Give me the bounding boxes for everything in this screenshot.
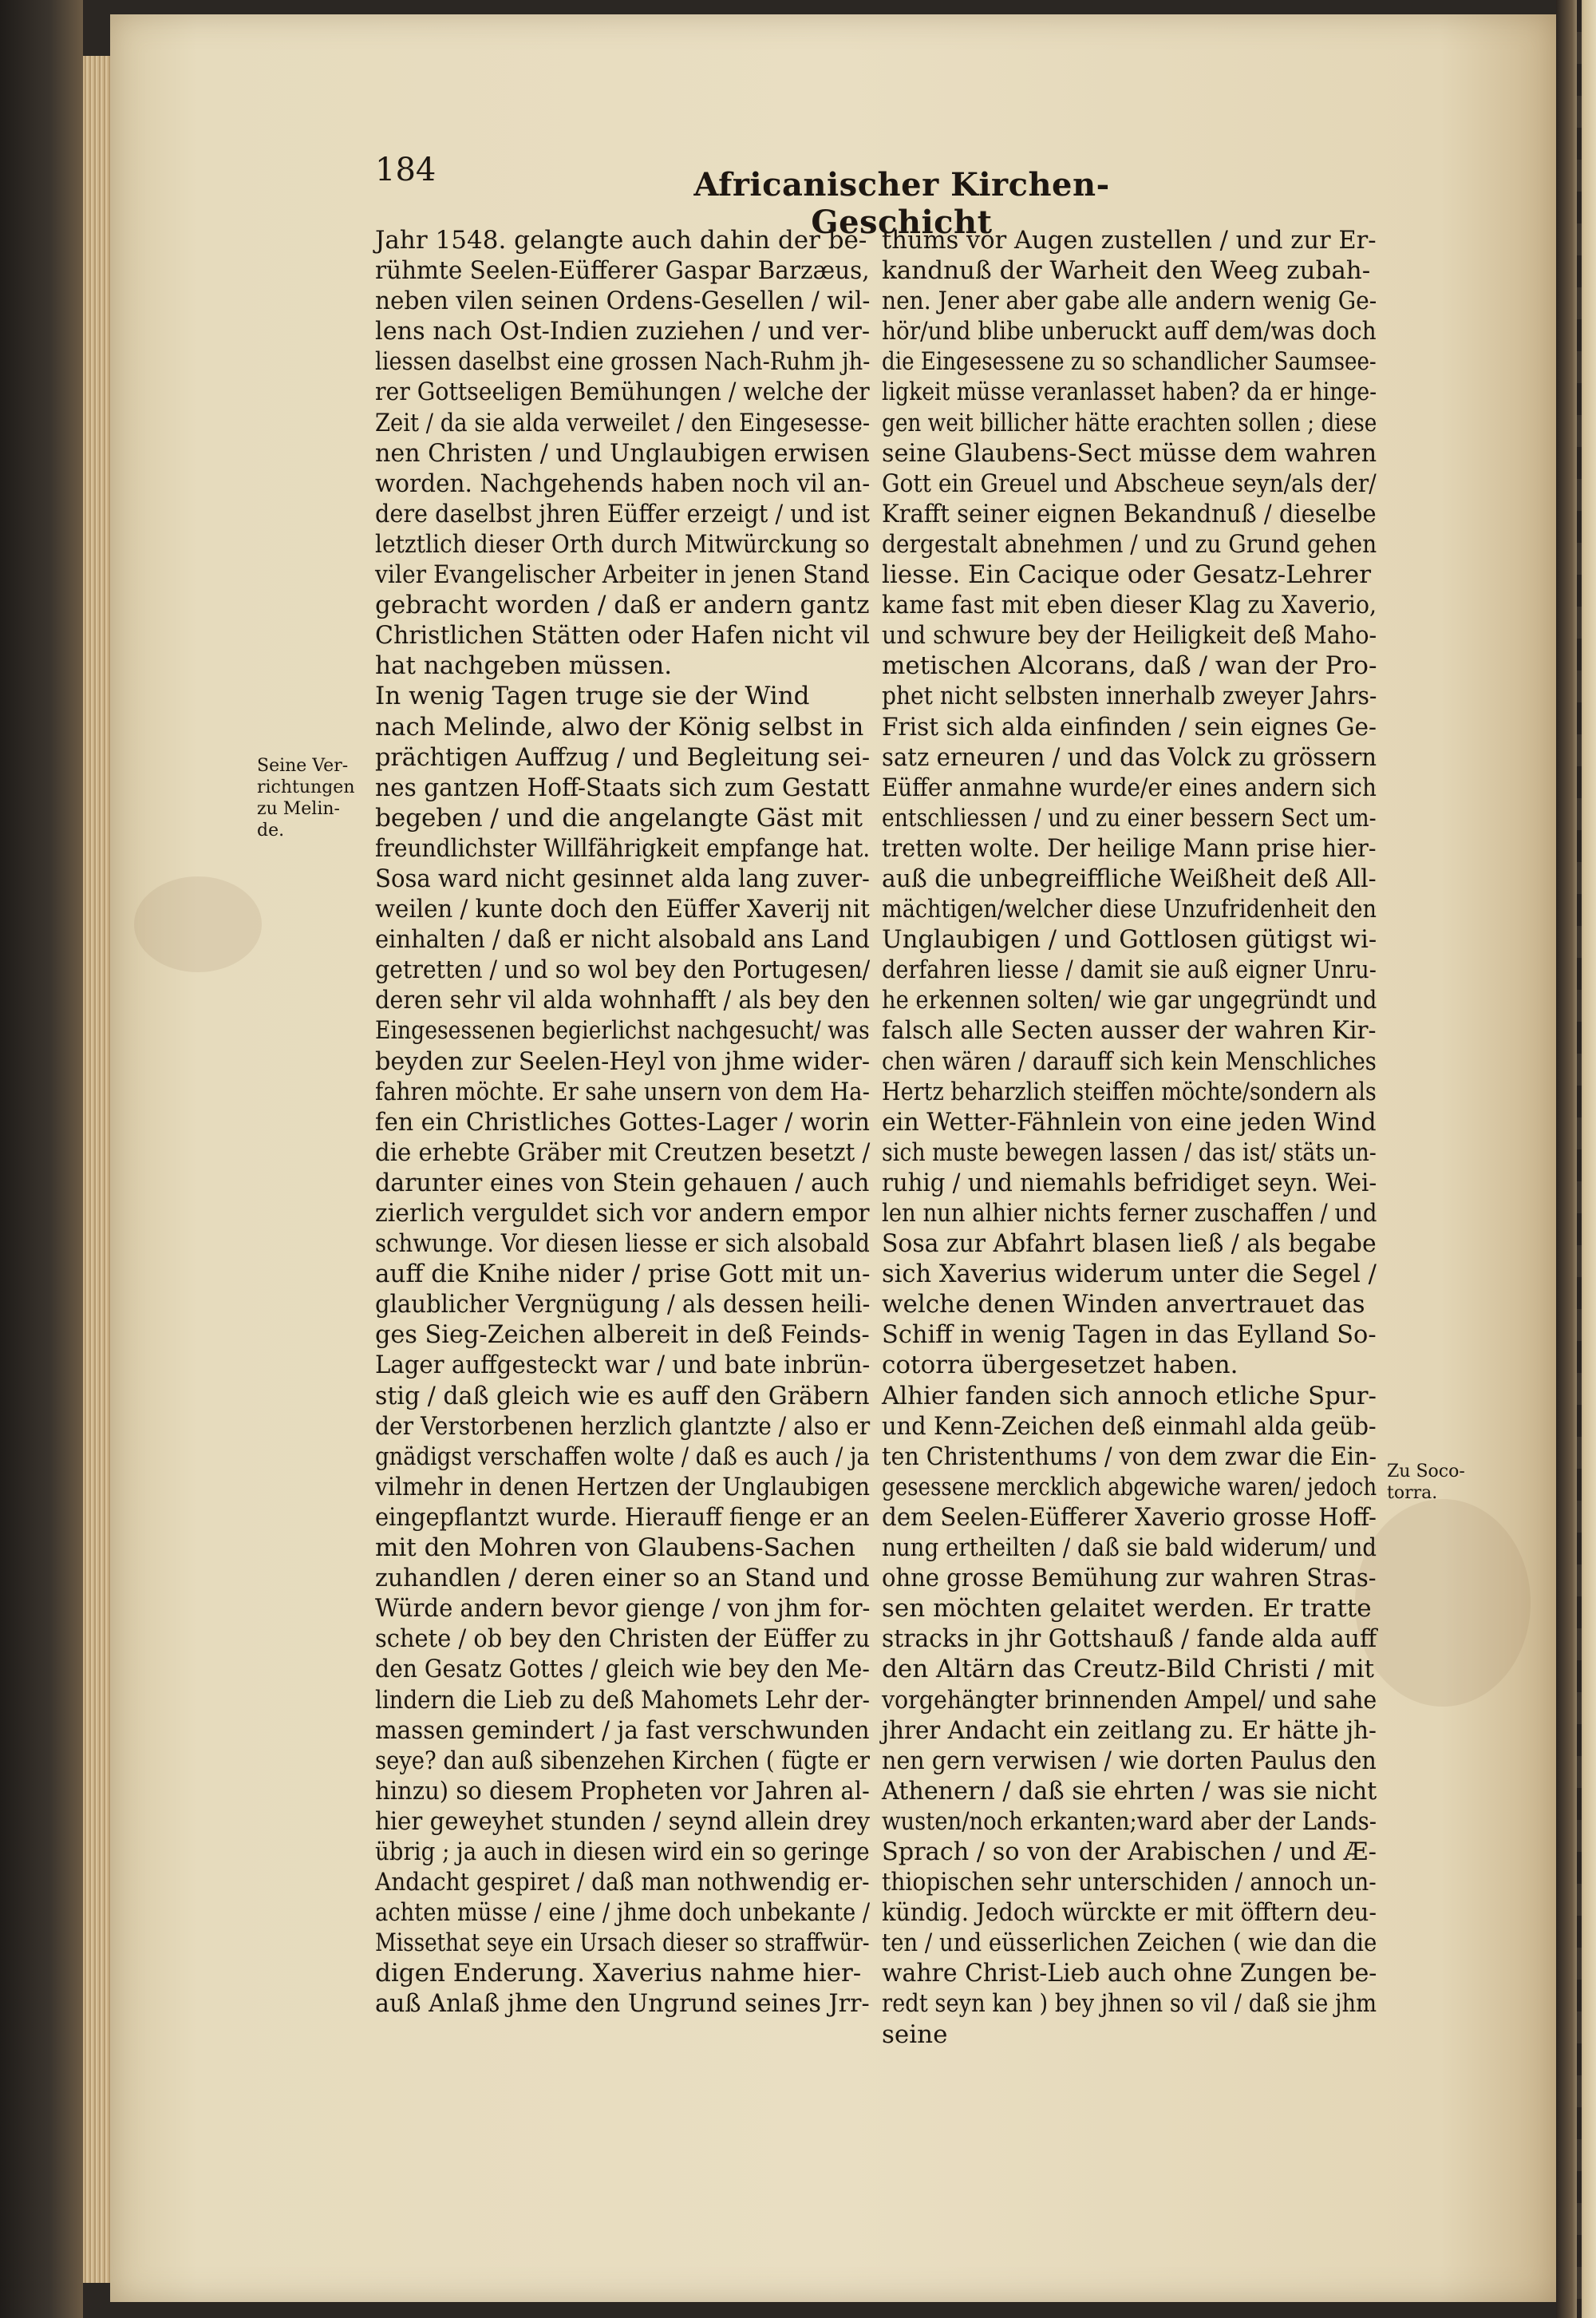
text-column-left [375,225,870,2019]
text-line: Eüffer anmahne wurde/er eines andern sich [882,773,1377,802]
text-line: Krafft seiner eignen Bekandnuß / dieselbe [882,499,1377,528]
text-line: viler Evangelischer Arbeiter in jenen Stand [375,560,870,590]
text-line: nach Melinde, alwo der König selbst in [375,712,864,742]
text-line: auß die unbegreiffliche Weißheit deß All- [882,864,1377,893]
text-line: rer Gottseeligen Bemühungen / welche der [375,378,870,407]
margin-note-line: Seine Ver- [257,756,349,776]
text-line: sich muste bewegen lassen / das ist/ stäts un- [882,1137,1377,1167]
text-line: sich Xaverius widerum unter die Segel / [882,1260,1377,1289]
text-line: satz erneuren / und das Volck zu grössern [882,742,1377,772]
text-line: gesessene mercklich abgewiche waren/ jedoch [882,1472,1377,1501]
text-line: Zeit / da sie alda verweilet / den Eingesesse- [375,408,871,437]
next-page-edge [1556,0,1596,2318]
text-line: gen weit billicher hätte erachten sollen ; diese [882,408,1377,437]
text-line: thums vor Augen zustellen / und zur Er- [882,226,1377,255]
text-line: begeben / und die angelangte Gäst mit [375,803,863,833]
text-line: derfahren liesse / damit sie auß eigner Unru- [882,955,1377,985]
text-line: darunter eines von Stein gehauen / auch [375,1168,870,1197]
text-line: und Kenn-Zeichen deß einmahl alda geüb- [882,1411,1377,1441]
text-line: Gott ein Greuel und Abscheue seyn/als der/ [882,469,1377,498]
text-line: zuhandlen / deren einer so an Stand und [375,1564,870,1593]
text-line: auff die Knihe nider / prise Gott mit un- [375,1260,871,1289]
binding-shadow [0,0,83,2318]
text-line: den Gesatz Gottes / gleich wie bey den Me- [375,1655,870,1684]
text-line: In wenig Tagen truge sie der Wind [375,682,810,711]
text-line: beyden zur Seelen-Heyl von jhme wider- [375,1046,871,1076]
text-line: nen. Jener aber gabe alle andern wenig Ge- [882,287,1377,316]
text-line: gebracht worden / daß er andern gantz [375,591,870,620]
text-line: der Verstorbenen herzlich glantzte / also er [375,1411,871,1441]
text-line: seye? dan auß sibenzehen Kirchen ( fügte er [375,1746,870,1775]
text-line: hat nachgeben müssen. [375,651,673,681]
text-line: mit den Mohren von Glaubens-Sachen [375,1533,856,1563]
text-line: wusten/noch erkanten;ward aber der Lands- [882,1806,1377,1836]
text-line: Eingesessenen begierlichst nachgesucht/ was [375,1016,870,1046]
margin-note-line: richtungen [257,777,355,797]
text-line: Frist sich alda einfinden / sein eignes Ge- [882,712,1377,742]
text-line: übrig ; ja auch in diesen wird ein so geringe [375,1837,870,1866]
measuring-strip [1577,0,1582,2318]
text-line: einhalten / daß er nicht alsobald ans Land [375,925,870,955]
margin-note-line: de. [257,821,285,841]
text-line: lindern die Lieb zu deß Mahomets Lehr der- [375,1685,870,1715]
text-line: ruhig / und niemahls befridiget seyn. Wei- [882,1168,1377,1197]
text-line: fen ein Christliches Gottes-Lager / worin [375,1107,870,1137]
text-line: vilmehr in denen Hertzen der Unglaubigen [375,1472,871,1501]
text-line: liesse. Ein Cacique oder Gesatz-Lehrer [882,560,1372,590]
text-column-right [882,225,1377,2050]
text-line: cotorra übergesetzet haben. [882,1351,1238,1380]
text-line: entschliessen / und zu einer bessern Sect um- [882,803,1377,833]
text-line: seine [882,2019,948,2049]
text-line: ohne grosse Bemühung zur wahren Stras- [882,1564,1377,1593]
running-title: Africanischer Kirchen-Geschicht [693,166,1110,241]
margin-note-line: Zu Soco- [1387,1462,1465,1481]
text-line: nes gantzen Hoff-Staats sich zum Gestatt [375,773,870,802]
text-line: mächtigen/welcher diese Unzufridenheit den [882,895,1377,924]
text-line: vorgehängter brinnenden Ampel/ und sahe [882,1685,1377,1715]
text-line: ges Sieg-Zeichen albereit in deß Feinds- [375,1320,870,1350]
text-line: chen wären / darauff sich kein Menschliches [882,1046,1377,1076]
text-line: schete / ob bey den Christen der Eüffer zu [375,1624,871,1654]
text-line: die Eingesessene zu so schandlicher Saumsee- [882,347,1377,377]
paper-stain [134,876,262,972]
paper-stain [1355,1499,1531,1707]
text-line: Sprach / so von der Arabischen / und Æ- [882,1837,1377,1866]
text-line: ligkeit müsse veranlasset haben? da er hinge- [882,378,1377,407]
margin-note-right [1387,1461,1465,1504]
text-line: worden. Nachgehends haben noch vil an- [375,469,871,498]
text-line: den Altärn das Creutz-Bild Christi / mit [882,1655,1375,1684]
text-line: gnädigst verschaffen wolte / daß es auch / ja [375,1442,870,1471]
text-line: falsch alle Secten ausser der wahren Kir- [882,1016,1377,1046]
text-line: dere daselbst jhren Eüffer erzeigt / und ist [375,499,871,528]
text-line: digen Enderung. Xaverius nahme hier- [375,1959,862,1988]
text-line: metischen Alcorans, daß / wan der Pro- [882,651,1377,681]
text-line: Alhier fanden sich annoch etliche Spur- [882,1381,1377,1410]
text-line: kandnuß der Warheit den Weeg zubah- [882,256,1371,286]
text-line: glaublicher Vergnügung / als dessen heili- [375,1290,871,1319]
text-line: Sosa ward nicht gesinnet alda lang zuver- [375,864,870,893]
text-line: dergestalt abnehmen / und zu Grund gehen [882,529,1377,559]
text-line: Sosa zur Abfahrt blasen ließ / als begabe [882,1229,1377,1259]
text-line: redt seyn kan ) bey jhnen so vil / daß sie jhm [882,1989,1377,2019]
text-line: liessen daselbst eine grossen Nach-Ruhm jh- [375,347,871,377]
text-line: Jahr 1548. gelangte auch dahin der be- [375,226,867,255]
text-line: eingepflantzt wurde. Hierauff fienge er an [375,1502,870,1532]
text-line: seine Glaubens-Sect müsse dem wahren [882,438,1377,468]
text-line: nen gern verwisen / wie dorten Paulus den [882,1746,1377,1775]
text-line: hinzu) so diesem Propheten vor Jahren al- [375,1776,870,1806]
text-line: jhrer Andacht ein zeitlang zu. Er hätte jh- [882,1715,1377,1745]
text-line: Christlichen Stätten oder Hafen nicht vil [375,621,870,651]
text-line: ten / und eüsserlichen Zeichen ( wie dan die [882,1928,1377,1958]
text-line: Andacht gespiret / daß man nothwendig er- [375,1868,870,1897]
text-line: hör/und blibe unberuckt auff dem/was doch [882,317,1377,346]
text-line: schwunge. Vor diesen liesse er sich alsobald [375,1229,870,1259]
margin-note-line: zu Melin- [257,799,340,819]
text-line: welche denen Winden anvertrauet das [882,1290,1365,1319]
text-line: Unglaubigen / und Gottlosen gütigst wi- [882,925,1377,955]
text-line: dem Seelen-Eüfferer Xaverio grosse Hoff- [882,1502,1377,1532]
text-line: Hertz beharzlich steiffen möchte/sondern als [882,1077,1377,1106]
text-line: tretten wolte. Der heilige Mann prise hier- [882,833,1377,863]
text-line: und schwure bey der Heiligkeit deß Maho- [882,621,1377,651]
text-line: kündig. Jedoch würckte er mit öfftern deu- [882,1898,1377,1928]
text-line: freundlichster Willfährigkeit empfange hat. [375,833,871,863]
text-line: kame fast mit eben dieser Klag zu Xaverio, [882,591,1377,620]
text-line: Missethat seye ein Ursach dieser so straffwür- [375,1928,870,1958]
text-line: he erkennen solten/ wie gar ungegründt und [882,986,1377,1015]
text-line: massen gemindert / ja fast verschwunden [375,1715,870,1745]
text-line: letztlich dieser Orth durch Mitwürckung so [375,529,870,559]
text-line: sen möchten gelaitet werden. Er tratte [882,1594,1372,1624]
page-stack-edge [83,56,111,2283]
text-line: ein Wetter-Fähnlein von eine jeden Wind [882,1107,1377,1137]
text-line: thiopischen sehr unterschiden / annoch un- [882,1868,1377,1897]
page-number: 184 [375,152,437,188]
text-line: lens nach Ost-Indien zuziehen / und ver- [375,317,871,346]
text-line: stig / daß gleich wie es auff den Gräbern [375,1381,870,1410]
text-line: auß Anlaß jhme den Ungrund seines Jrr- [375,1989,870,2019]
text-line: Athenern / daß sie ehrten / was sie nicht [882,1776,1377,1806]
text-line: Schiff in wenig Tagen in das Eylland So- [882,1320,1377,1350]
text-line: prächtigen Auffzug / und Begleitung sei- [375,742,871,772]
text-line: zierlich verguldet sich vor andern empor [375,1199,870,1228]
text-line: deren sehr vil alda wohnhafft / als bey den [375,986,870,1015]
text-line: neben vilen seinen Ordens-Gesellen / wil- [375,287,871,316]
margin-note-left [257,755,355,841]
text-line: ten Christenthums / von dem zwar die Ein- [882,1442,1377,1471]
text-line: nen Christen / und Unglaubigen erwisen [375,438,870,468]
text-line: Lager auffgesteckt war / und bate inbrün- [375,1351,871,1380]
margin-note-line: torra. [1387,1483,1438,1503]
text-line: achten müsse / eine / jhme doch unbekante / [375,1898,871,1928]
text-line: hier geweyhet stunden / seynd allein drey [375,1806,871,1836]
text-line: rühmte Seelen-Eüfferer Gaspar Barzæus, [375,256,870,286]
text-line: nung ertheilten / daß sie bald widerum/ und [882,1533,1377,1563]
text-line: fahren möchte. Er sahe unsern von dem Ha- [375,1077,870,1106]
text-line: die erhebte Gräber mit Creutzen besetzt / [375,1137,871,1167]
text-line: wahre Christ-Lieb auch ohne Zungen be- [882,1959,1377,1988]
text-line: stracks in jhr Gottshauß / fande alda auff [882,1624,1377,1654]
text-line: Würde andern bevor gienge / von jhm for- [375,1594,871,1624]
text-line: len nun alhier nichts ferner zuschaffen / und [882,1199,1377,1228]
text-line: getretten / und so wol bey den Portugesen/ [375,955,871,985]
text-line: weilen / kunte doch den Eüffer Xaverij nit [375,895,870,924]
text-line: phet nicht selbsten innerhalb zweyer Jahrs- [882,682,1377,711]
